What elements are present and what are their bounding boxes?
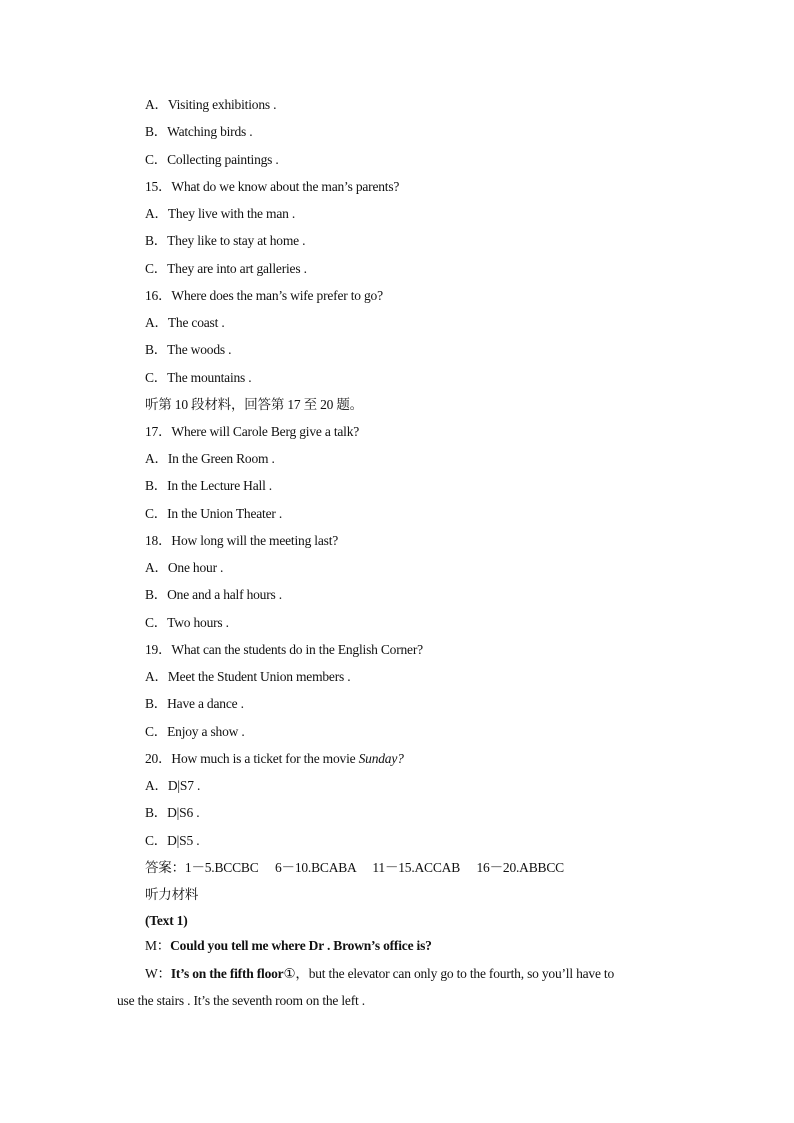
option-18c: C．Two hours . (145, 615, 229, 630)
question-20-text: 20．How much is a ticket for the movie (145, 751, 359, 766)
option-15b: B．They like to stay at home . (145, 233, 306, 248)
dialogue-w-rest: ，but the elevator can only go to the fourth, so you’ll have to (295, 966, 615, 981)
listening-heading: 听力材料 (145, 887, 199, 902)
speaker-m: M： (145, 938, 171, 953)
movie-title: Sunday? (358, 751, 404, 766)
option-17b: B．In the Lecture Hall . (145, 478, 272, 493)
option-20a (145, 777, 200, 795)
dialogue-w-bold: It’s on the fifth floor (170, 966, 284, 981)
option-17c: C．In the Union Theater . (145, 506, 283, 521)
option-15c: C．They are into art galleries . (145, 261, 307, 276)
dialogue-w-cont: use the stairs . It’s the seventh room on the left . (117, 993, 365, 1008)
question-16: 16．Where does the man’s wife prefer to go? (145, 288, 383, 303)
option-19b: B．Have a dance . (145, 696, 244, 711)
option-18a: A．One hour . (145, 560, 224, 575)
option-15a: A．They live with the man . (145, 206, 296, 221)
dialogue-m-text: Could you tell me where Dr . Brown’s office is? (170, 938, 432, 953)
option-18b: B．One and a half hours . (145, 587, 282, 602)
option-20a-label: A． (145, 778, 168, 793)
dialogue-w (145, 965, 614, 983)
option-14a: A．Visiting exhibitions . (145, 97, 277, 112)
option-19a: A．Meet the Student Union members . (145, 669, 351, 684)
question-18: 18．How long will the meeting last? (145, 533, 339, 548)
option-20c-label: C． (145, 833, 168, 848)
option-20b-label: B． (145, 805, 168, 820)
option-14c: C．Collecting paintings . (145, 152, 279, 167)
circled-marker: ① (283, 966, 296, 981)
option-19c: C．Enjoy a show . (145, 724, 245, 739)
option-14b: B．Watching birds . (145, 124, 253, 139)
speaker-w: W： (145, 966, 171, 981)
question-19: 19．What can the students do in the English Corner? (145, 642, 423, 657)
question-15: 15．What do we know about the man’s parents? (145, 179, 400, 194)
option-20a-text: D|S7 . (167, 778, 201, 793)
option-16b: B．The woods . (145, 342, 232, 357)
option-17a: A．In the Green Room . (145, 451, 275, 466)
option-20b (145, 804, 199, 822)
dialogue-m (145, 937, 432, 955)
option-20c (145, 832, 199, 850)
option-16c: C．The mountains . (145, 370, 252, 385)
section-instruction: 听第 10 段材料，回答第 17 至 20 题。 (145, 397, 363, 412)
question-20 (145, 750, 404, 768)
text1-label: (Text 1) (145, 913, 188, 928)
question-17: 17．Where will Carole Berg give a talk? (145, 424, 360, 439)
answer-key: 答案：1－5.BCCBC 6－10.BCABA 11－15.ACCAB 16－20.ABBCC (145, 860, 564, 875)
option-16a: A．The coast . (145, 315, 225, 330)
option-20b-text: D|S6 . (167, 805, 200, 820)
option-20c-text: D|S5 . (167, 833, 200, 848)
